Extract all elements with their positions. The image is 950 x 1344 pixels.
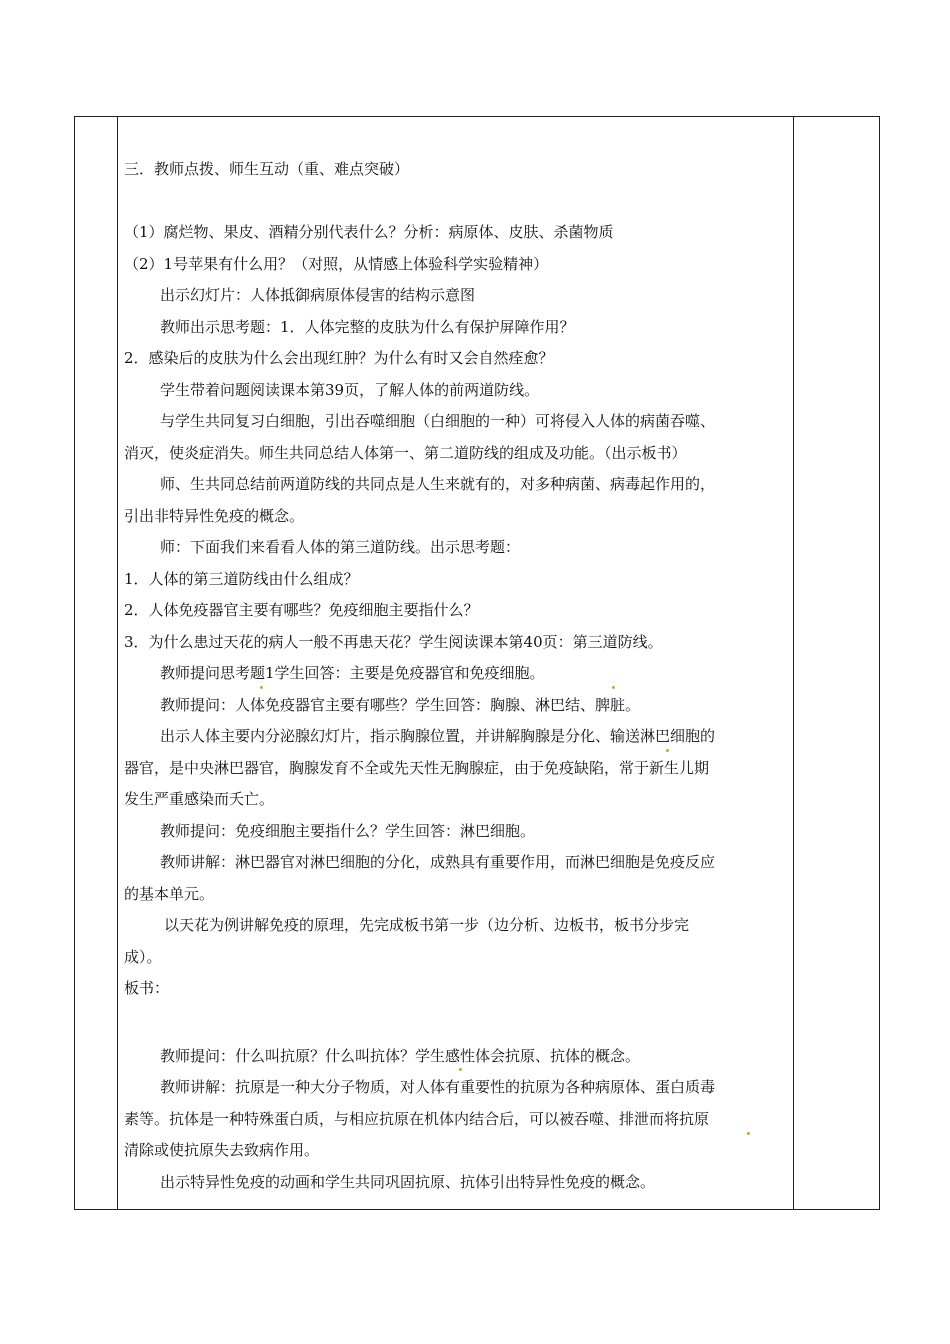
paragraph-summary: 师、生共同总结前两道防线的共同点是人生来就有的，对多种病菌、病毒起作用的， xyxy=(160,475,716,493)
third-line-question-3: 3．为什么患过天花的病人一般不再患天花？学生阅读课本第40页：第三道防线。 xyxy=(124,632,663,651)
paragraph-white-cells-cont: 消灭，使炎症消失。师生共同总结人体第一、第二道防线的组成及功能。（出示板书） xyxy=(124,443,687,462)
third-line-question-2: 2．人体免疫器官主要有哪些？免疫细胞主要指什么？ xyxy=(124,601,479,619)
table-column-divider-right xyxy=(793,117,794,1209)
paragraph-antigen-cont-1: 素等。抗体是一种特殊蛋白质，与相应抗原在机体内结合后，可以被吞噬、排泄而将抗原 xyxy=(124,1109,710,1128)
stray-mark xyxy=(260,686,263,689)
paragraph-reading: 学生带着问题阅读课本第39页，了解人体的前两道防线。 xyxy=(160,380,540,399)
section-heading: 三．教师点拨、师生互动（重、难点突破） xyxy=(124,160,410,178)
lesson-content xyxy=(124,150,790,1198)
paragraph-lymph-cont: 的基本单元。 xyxy=(124,884,215,903)
table-column-divider-left xyxy=(117,117,118,1209)
stray-mark xyxy=(459,1068,462,1071)
paragraph-thymus-cont-2: 发生严重感染而夭亡。 xyxy=(124,790,275,808)
stray-mark xyxy=(666,749,669,752)
third-line-question-1: 1．人体的第三道防线由什么组成？ xyxy=(124,569,359,588)
paragraph-smallpox: 以天花为例讲解免疫的原理，先完成板书第一步（边分析、边板书，板书分步完 xyxy=(164,916,690,934)
paragraph-lymph: 教师讲解：淋巴器官对淋巴细胞的分化，成熟具有重要作用，而淋巴细胞是免疫反应 xyxy=(160,853,716,871)
paragraph-antigen-cont-2: 清除或使抗原失去致病作用。 xyxy=(124,1141,320,1159)
paragraph-thymus-cont-1: 器官，是中央淋巴器官，胸腺发育不全或先天性无胸腺症，由于免疫缺陷，常于新生儿期 xyxy=(124,758,710,777)
stray-mark xyxy=(747,1132,750,1135)
paragraph-think-question: 教师出示思考题：1．人体完整的皮肤为什么有保护屏障作用？ xyxy=(160,317,575,336)
question-2: （2）1号苹果有什么用？（对照，从情感上体验科学实验精神） xyxy=(124,254,549,273)
question-1: （1）腐烂物、果皮、酒精分别代表什么？分析：病原体、皮肤、杀菌物质 xyxy=(124,223,614,241)
paragraph-third-line: 师：下面我们来看看人体的第三道防线。出示思考题： xyxy=(160,538,521,556)
paragraph-antigen-question: 教师提问：什么叫抗原？什么叫抗体？学生感性体会抗原、抗体的概念。 xyxy=(160,1046,641,1065)
paragraph-summary-cont: 引出非特异性免疫的概念。 xyxy=(124,506,305,525)
paragraph-smallpox-cont: 成）。 xyxy=(124,947,162,966)
paragraph-immune-cells: 教师提问：免疫细胞主要指什么？学生回答：淋巴细胞。 xyxy=(160,821,536,840)
paragraph-antigen: 教师讲解：抗原是一种大分子物质，对人体有重要性的抗原为各种病原体、蛋白质毒 xyxy=(160,1078,716,1096)
paragraph-white-cells: 与学生共同复习白细胞，引出吞噬细胞（白细胞的一种）可将侵入人体的病菌吞噬、 xyxy=(160,412,716,430)
board-label: 板书： xyxy=(124,979,170,997)
paragraph-slide: 出示幻灯片：人体抵御病原体侵害的结构示意图 xyxy=(160,286,476,304)
paragraph-answer-2: 教师提问：人体免疫器官主要有哪些？学生回答：胸腺、淋巴结、脾脏。 xyxy=(160,695,641,714)
paragraph-specific-immunity: 出示特异性免疫的动画和学生共同巩固抗原、抗体引出特异性免疫的概念。 xyxy=(160,1172,656,1191)
stray-mark xyxy=(612,686,615,689)
paragraph-answer-1: 教师提问思考题1学生回答：主要是免疫器官和免疫细胞。 xyxy=(160,664,545,682)
paragraph-thymus: 出示人体主要内分泌腺幻灯片，指示胸腺位置，并讲解胸腺是分化、输送淋巴细胞的 xyxy=(160,727,716,745)
think-question-2: 2．感染后的皮肤为什么会出现红肿？为什么有时又会自然痊愈？ xyxy=(124,349,554,367)
